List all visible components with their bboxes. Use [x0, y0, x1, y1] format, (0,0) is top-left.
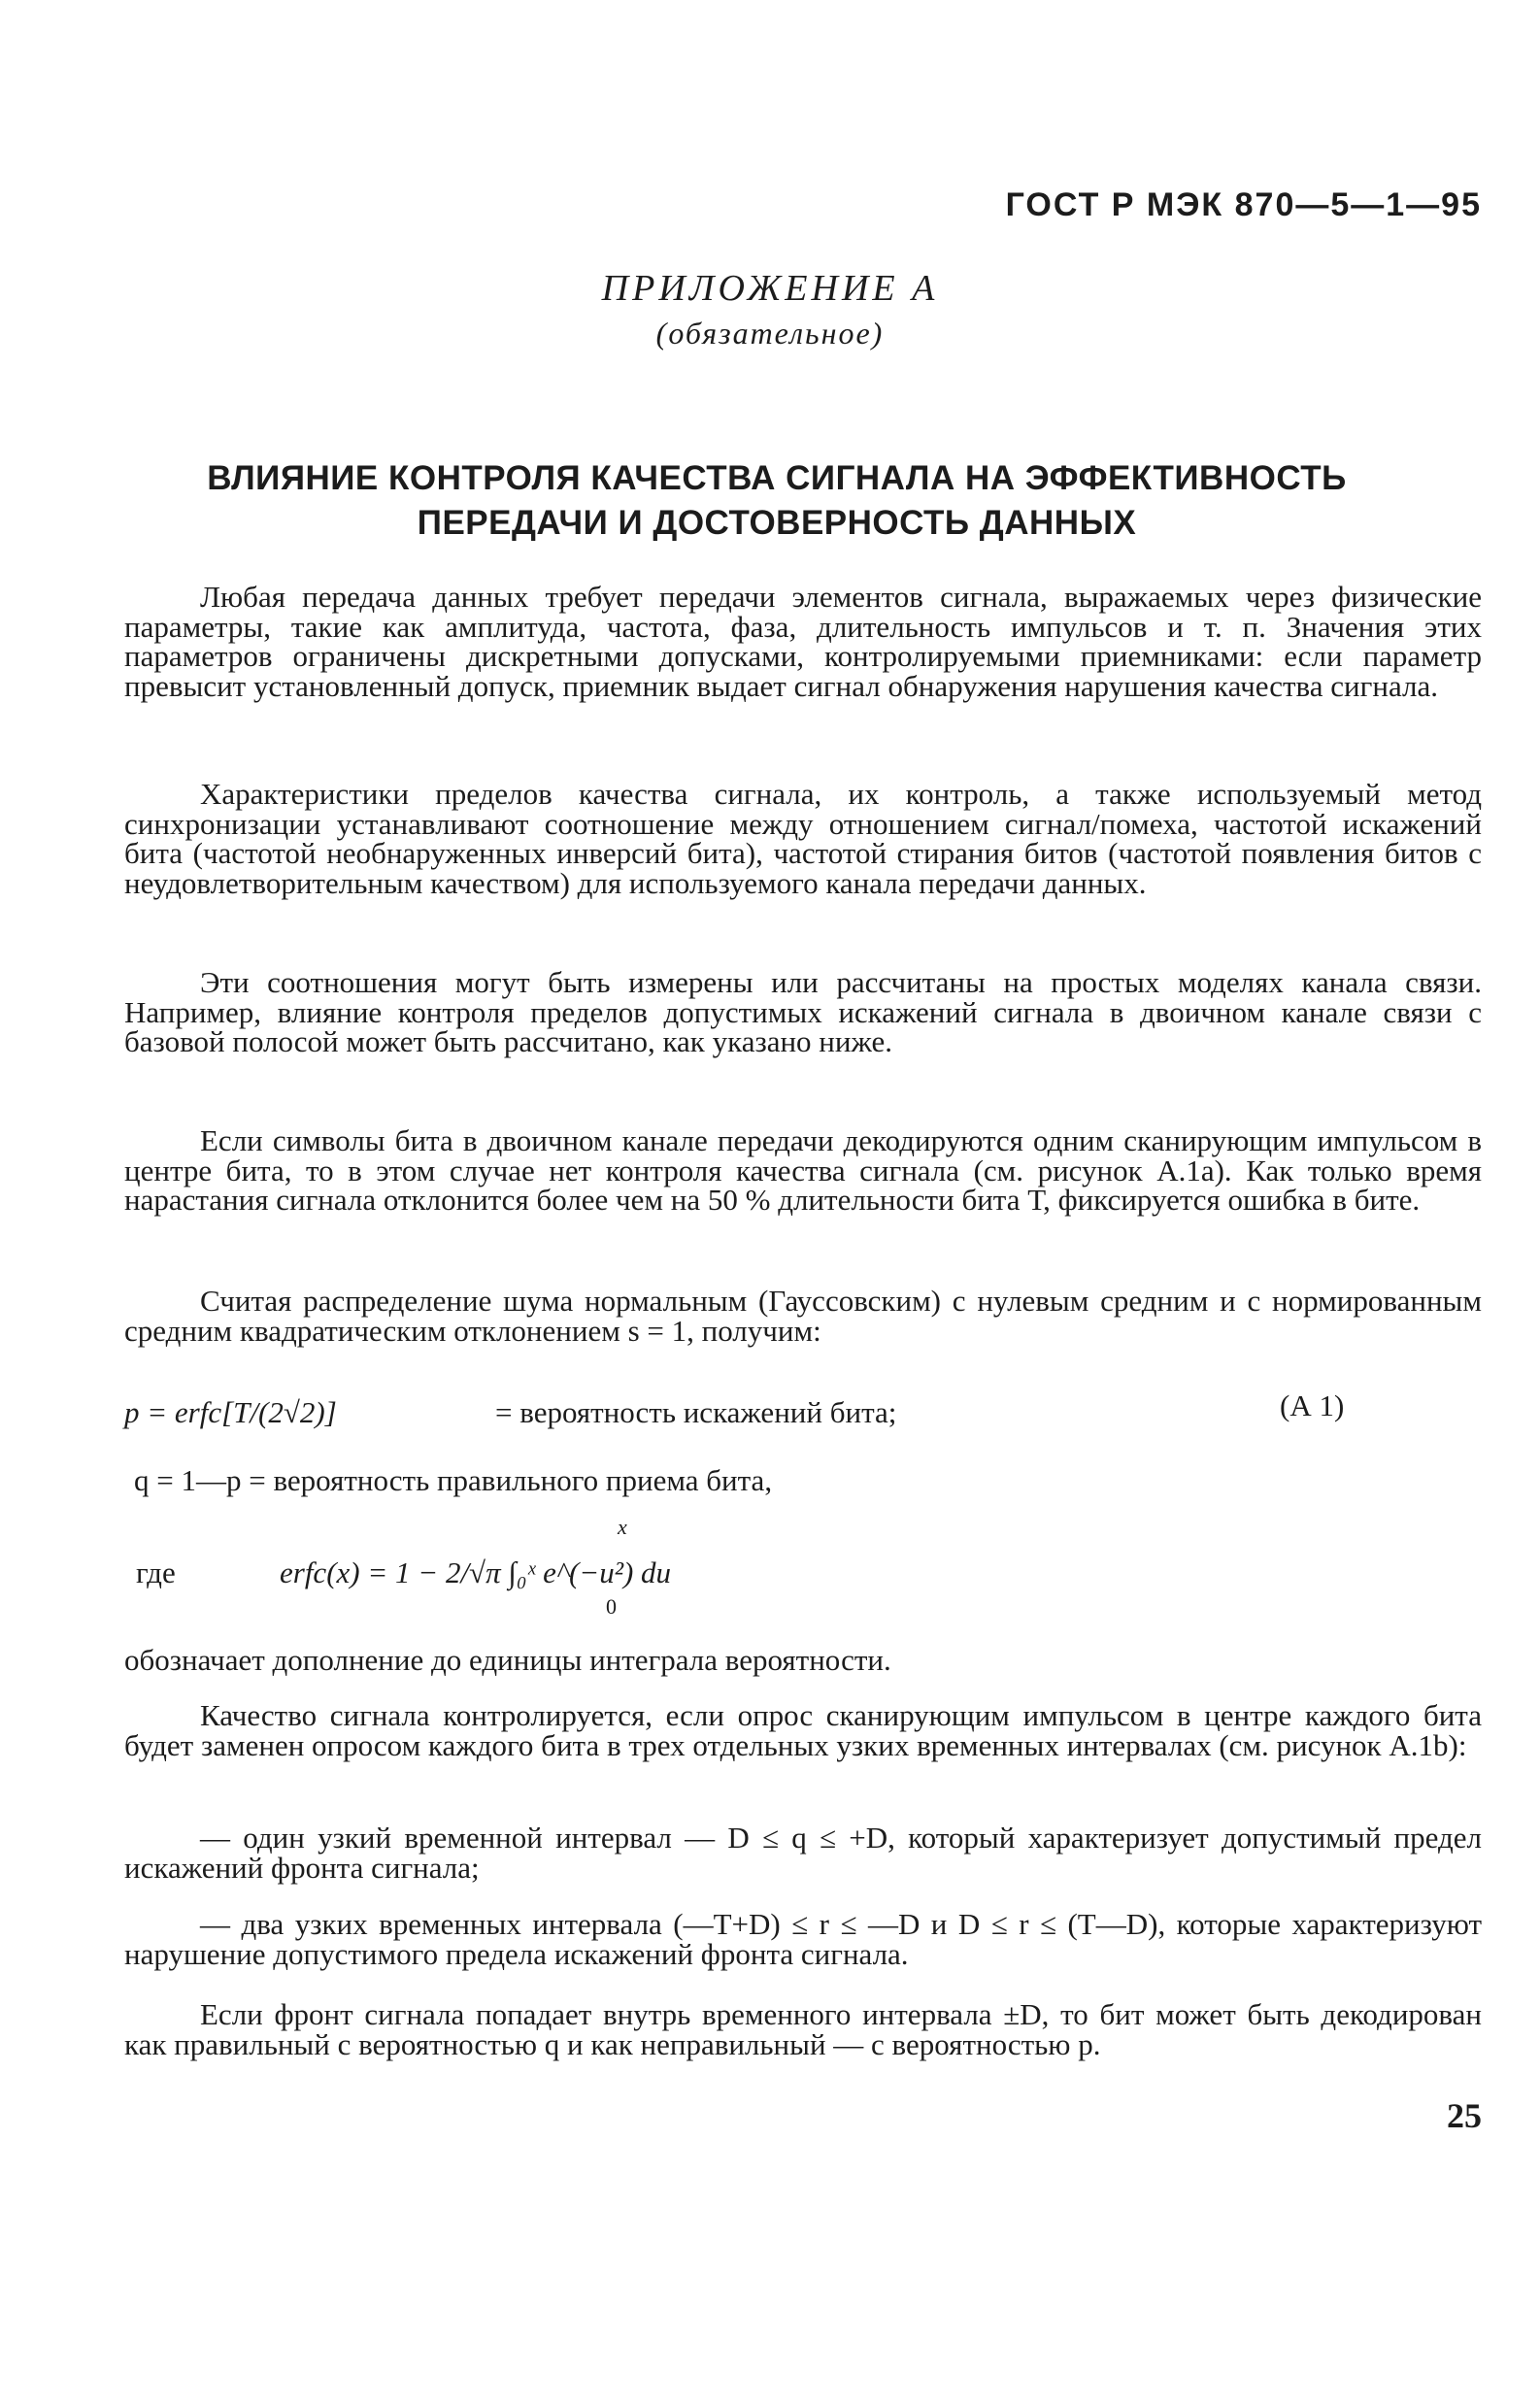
- formula-p-rhs: = вероятность искажений бита;: [495, 1395, 897, 1429]
- erfc-definition: erfc(x) = 1 − 2/√π ∫₀ˣ e^(−u²) du: [280, 1555, 672, 1589]
- where-label: где: [136, 1555, 176, 1589]
- section-title: [146, 456, 1408, 546]
- paragraph-6: обозначает дополнение до единицы интеграла вероятности.: [124, 1643, 891, 1677]
- page-number: 25: [1447, 2096, 1482, 2135]
- paragraph-2: Характеристики пределов качества сигнала, их контроль, а также используемый метод синхронизации устанавливают соотношение между отношением сигнал/помеха, частотой искажений бита (частотой необнаруженных инверсий бита), частотой стирания битов (частотой появления битов с неудовлетворительным качеством) для используемого канала передачи данных.: [124, 777, 1482, 900]
- paragraph-8: — один узкий временной интервал — D ≤ q ≤ +D, который характеризует допустимый предел искажений фронта сигнала;: [124, 1821, 1482, 1885]
- paragraph-7: Качество сигнала контролируется, если опрос сканирующим импульсом в центре каждого бита будет заменен опросом каждого бита в трех отдельных узких временных интервалах (см. рисунок А.1b):: [124, 1698, 1482, 1762]
- appendix-subtitle: (обязательное): [655, 316, 885, 351]
- formula-q-line: q = 1—p = вероятность правильного приема бита,: [134, 1463, 773, 1497]
- paragraph-10: Если фронт сигнала попадает внутрь временного интервала ±D, то бит может быть декодирован как правильный с вероятностью q и как неправильный — с вероятностью p.: [124, 1997, 1482, 2061]
- integral-lower-limit: 0: [606, 1594, 617, 1619]
- equation-number: (А 1): [1280, 1388, 1345, 1422]
- section-title-line-2: ПЕРЕДАЧИ И ДОСТОВЕРНОСТЬ ДАННЫХ: [417, 504, 1137, 542]
- paragraph-9: — два узких временных интервала (—T+D) ≤ r ≤ —D и D ≤ r ≤ (T—D), которые характеризуют нарушение допустимого предела искажений фронта сигнала.: [124, 1907, 1482, 1971]
- formula-p-lhs: p = erfc[T/(2√2)]: [124, 1395, 337, 1429]
- paragraph-1: Любая передача данных требует передачи элементов сигнала, выражаемых через физические параметры, такие как амплитуда, частота, фаза, длительность импульсов и т. п. Значения этих параметров ограничены дискретными допусками, контролируемыми приемниками: если параметр превысит установленный допуск, приемник выдает сигнал обнаружения нарушения качества сигнала.: [124, 580, 1482, 703]
- integral-upper-limit: x: [618, 1515, 627, 1539]
- document-header: ГОСТ Р МЭК 870—5—1—95: [1005, 186, 1482, 223]
- paragraph-3: Эти соотношения могут быть измерены или рассчитаны на простых моделях канала связи. Например, влияние контроля пределов допустимых искажений сигнала в двоичном канале связи с базовой полосой может быть рассчитано, как указано ниже.: [124, 965, 1482, 1058]
- paragraph-5: Считая распределение шума нормальным (Гауссовским) с нулевым средним и с нормированным средним квадратическим отклонением s = 1, получим:: [124, 1284, 1482, 1348]
- paragraph-4: Если символы бита в двоичном канале передачи декодируются одним сканирующим импульсом в центре бита, то в этом случае нет контроля качества сигнала (см. рисунок А.1а). Как только время нарастания сигнала отклонится более чем на 50 % длительности бита Т, фиксируется ошибка в бите.: [124, 1123, 1482, 1217]
- appendix-title: ПРИЛОЖЕНИЕ А: [601, 268, 939, 309]
- section-title-line-1: ВЛИЯНИЕ КОНТРОЛЯ КАЧЕСТВА СИГНАЛА НА ЭФФЕКТИВНОСТЬ: [207, 459, 1347, 497]
